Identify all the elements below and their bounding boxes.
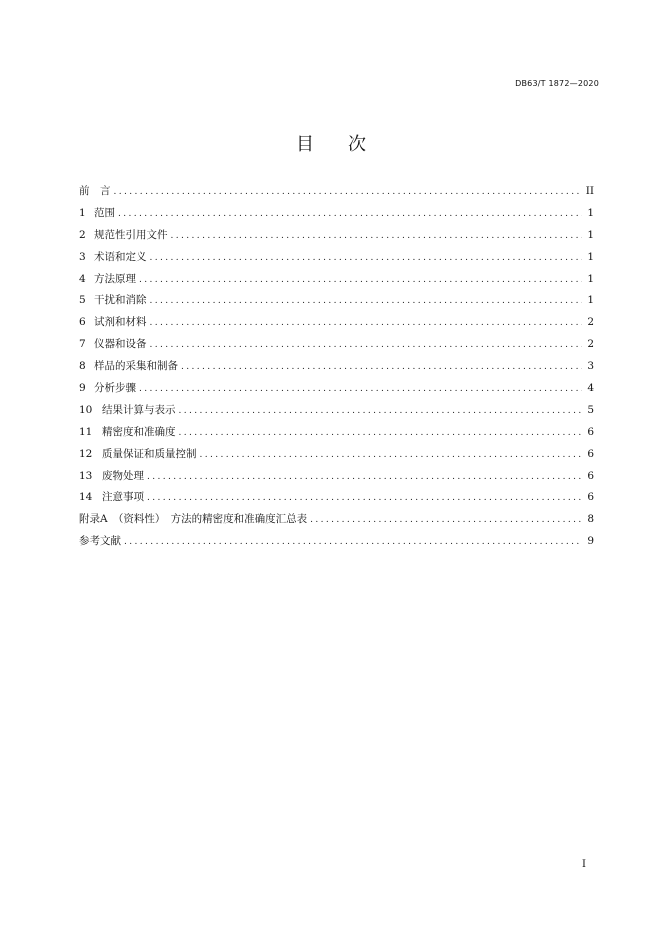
toc-entry-title: 前 言 bbox=[79, 185, 111, 197]
toc-leader-dots bbox=[147, 488, 582, 510]
toc-entry-label bbox=[79, 378, 139, 400]
toc-entry-page: 1 bbox=[587, 206, 594, 219]
toc-entry-number: 3 bbox=[79, 250, 86, 263]
toc-entry-label bbox=[79, 181, 114, 203]
document-code: DB63/T 1872—2020 bbox=[515, 79, 599, 88]
toc-entry-title: 样品的采集和制备 bbox=[94, 360, 178, 373]
toc-leader-dots bbox=[310, 510, 582, 532]
toc-entry-number: 2 bbox=[79, 228, 86, 241]
toc-entry[interactable] bbox=[79, 225, 594, 247]
toc-entry[interactable] bbox=[79, 444, 594, 466]
toc-entry[interactable] bbox=[79, 378, 594, 400]
toc-entry-number: 11 bbox=[79, 425, 93, 438]
toc-entry-number: 9 bbox=[79, 382, 86, 395]
toc-entry-page: 1 bbox=[587, 294, 594, 307]
toc-entry-label bbox=[79, 466, 147, 488]
toc-entry-page: II bbox=[585, 185, 594, 197]
toc-entry[interactable] bbox=[79, 487, 594, 509]
toc-entry-page: 6 bbox=[587, 491, 594, 504]
toc-entry[interactable] bbox=[79, 509, 594, 531]
toc-entry-page: 2 bbox=[587, 338, 594, 351]
toc-entry-title: 参考文献 bbox=[79, 535, 121, 548]
toc-entry-page: 6 bbox=[587, 447, 594, 460]
toc-leader-dots bbox=[179, 401, 583, 423]
toc-entry[interactable] bbox=[79, 334, 594, 356]
toc-entry[interactable] bbox=[79, 269, 594, 291]
toc-entry-title: 精密度和准确度 bbox=[102, 425, 176, 438]
toc-entry-page: 3 bbox=[587, 360, 594, 373]
toc-entry-page: 1 bbox=[587, 250, 594, 263]
toc-entry[interactable] bbox=[79, 400, 594, 422]
toc-entry-title: 质量保证和质量控制 bbox=[102, 447, 197, 460]
toc-entry-title: 方法原理 bbox=[94, 272, 136, 285]
toc-entry-title: 术语和定义 bbox=[94, 250, 147, 263]
toc-entry-number: 14 bbox=[79, 491, 93, 504]
toc-entry-title: 范围 bbox=[94, 206, 115, 219]
toc-leader-dots bbox=[139, 379, 582, 401]
toc-entry-title: 注意事项 bbox=[102, 491, 144, 504]
toc-leader-dots bbox=[179, 423, 583, 445]
toc-entry-page: 9 bbox=[587, 535, 594, 548]
toc-entry-label bbox=[79, 400, 179, 422]
toc-entry-label bbox=[79, 225, 171, 247]
toc-entry-number: 5 bbox=[79, 294, 86, 307]
toc-entry[interactable] bbox=[79, 466, 594, 488]
toc-entry-number: 4 bbox=[79, 272, 86, 285]
toc-entry-label bbox=[79, 290, 150, 312]
footer-page-number: I bbox=[582, 859, 586, 870]
toc-entry-label bbox=[79, 444, 200, 466]
toc-entry-label bbox=[79, 422, 179, 444]
toc-entry[interactable] bbox=[79, 203, 594, 225]
toc-entry-page: 2 bbox=[587, 316, 594, 329]
toc-entry-number: 6 bbox=[79, 316, 86, 329]
toc-entry-title: 分析步骤 bbox=[94, 382, 136, 395]
toc-entry-title: 结果计算与表示 bbox=[102, 403, 176, 416]
toc-entry-number: 1 bbox=[79, 206, 86, 219]
toc-leader-dots bbox=[181, 357, 582, 379]
toc-entry[interactable] bbox=[79, 290, 594, 312]
toc-entry-number: 12 bbox=[79, 447, 93, 460]
page-title: 目次 bbox=[296, 134, 400, 155]
toc-entry-title: 试剂和材料 bbox=[94, 316, 147, 329]
toc-leader-dots bbox=[114, 182, 582, 204]
toc-entry[interactable] bbox=[79, 531, 594, 553]
toc-entry-title: 废物处理 bbox=[102, 469, 144, 482]
toc-entry-page: 1 bbox=[587, 272, 594, 285]
toc-entry-number: 10 bbox=[79, 403, 93, 416]
toc-entry-label bbox=[79, 203, 118, 225]
toc-leader-dots bbox=[139, 270, 582, 292]
toc-entry-label bbox=[79, 247, 150, 269]
toc-entry-label bbox=[79, 269, 139, 291]
toc-entry[interactable] bbox=[79, 312, 594, 334]
toc-leader-dots bbox=[118, 204, 582, 226]
toc-leader-dots bbox=[200, 445, 583, 467]
toc-entry[interactable] bbox=[79, 247, 594, 269]
toc-entry-title: 规范性引用文件 bbox=[94, 228, 168, 241]
toc-entry-label bbox=[79, 312, 150, 334]
toc-leader-dots bbox=[150, 313, 583, 335]
toc-entry[interactable] bbox=[79, 422, 594, 444]
toc-leader-dots bbox=[124, 532, 582, 554]
toc-leader-dots bbox=[171, 226, 583, 248]
toc-leader-dots bbox=[150, 335, 583, 357]
toc-entry-label bbox=[79, 334, 150, 356]
toc-leader-dots bbox=[150, 291, 583, 313]
toc-entry-page: 6 bbox=[587, 425, 594, 438]
toc-entry-title: 附录A （资料性） 方法的精密度和准确度汇总表 bbox=[79, 513, 308, 526]
toc-entry-number: 7 bbox=[79, 338, 86, 351]
toc-entry[interactable] bbox=[79, 181, 594, 203]
toc-entry-label bbox=[79, 356, 181, 378]
toc-entry-page: 4 bbox=[587, 382, 594, 395]
toc-entry-label bbox=[79, 531, 124, 553]
toc-entry-page: 6 bbox=[587, 469, 594, 482]
toc-leader-dots bbox=[147, 467, 582, 489]
toc-entry-page: 8 bbox=[587, 513, 594, 526]
toc-entry-number: 8 bbox=[79, 360, 86, 373]
toc-entry-label bbox=[79, 487, 147, 509]
toc-entry-number: 13 bbox=[79, 469, 93, 482]
toc-entry-title: 干扰和消除 bbox=[94, 294, 147, 307]
toc-entry[interactable] bbox=[79, 356, 594, 378]
toc-entry-title: 仪器和设备 bbox=[94, 338, 147, 351]
table-of-contents bbox=[79, 181, 594, 553]
toc-leader-dots bbox=[150, 248, 583, 270]
toc-entry-page: 5 bbox=[587, 403, 594, 416]
toc-entry-page: 1 bbox=[587, 228, 594, 241]
toc-entry-label bbox=[79, 509, 310, 531]
